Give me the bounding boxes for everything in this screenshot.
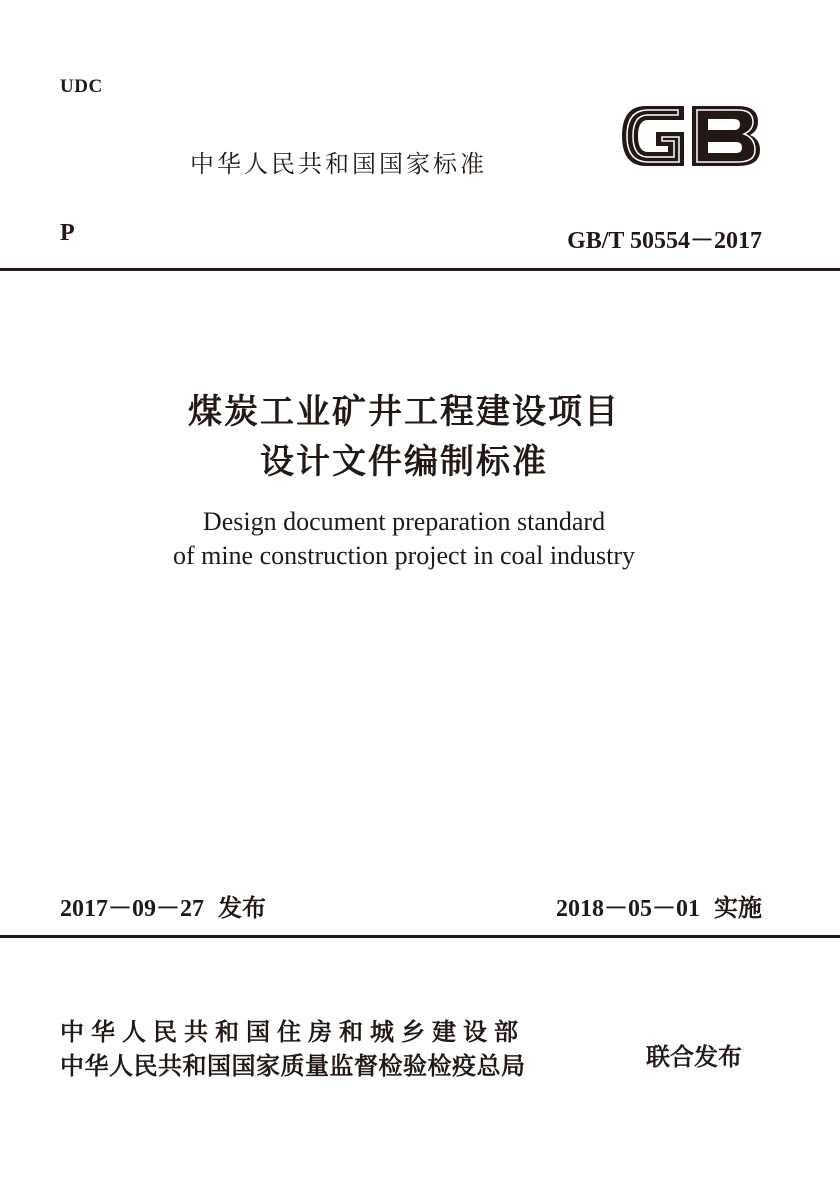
chinese-title-line-1: 煤炭工业矿井工程建设项目	[188, 394, 620, 431]
national-standard-title: 中华人民共和国国家标准	[190, 150, 487, 178]
chinese-title	[0, 388, 808, 488]
english-title-line-1: Design document preparation standard	[202, 507, 606, 536]
effective-date-row	[556, 888, 762, 923]
english-title-line-2: of mine construction project in coal industry	[172, 541, 636, 570]
english-title	[0, 505, 808, 573]
issuer-aqsiq: 中华人民共和国国家质量监督检验检疫总局	[60, 1052, 526, 1080]
bottom-divider	[0, 935, 840, 938]
chinese-title-line-2: 设计文件编制标准	[260, 444, 548, 481]
publish-label: 发布	[218, 894, 266, 922]
standard-number: GB/T 50554－2017	[567, 228, 762, 254]
publish-date-row	[60, 888, 266, 923]
issuing-authorities	[60, 1015, 526, 1083]
effective-label: 实施	[714, 894, 762, 922]
classification-code: P	[60, 220, 75, 246]
effective-date: 2018－05－01	[556, 896, 700, 922]
udc-label: UDC	[60, 76, 103, 97]
gb-logo	[618, 100, 764, 172]
joint-issue-label: 联合发布	[646, 1043, 742, 1071]
issuer-ministry-housing: 中华人民共和国住房和城乡建设部	[60, 1018, 525, 1046]
publish-date: 2017－09－27	[60, 896, 204, 922]
top-divider	[0, 268, 840, 271]
